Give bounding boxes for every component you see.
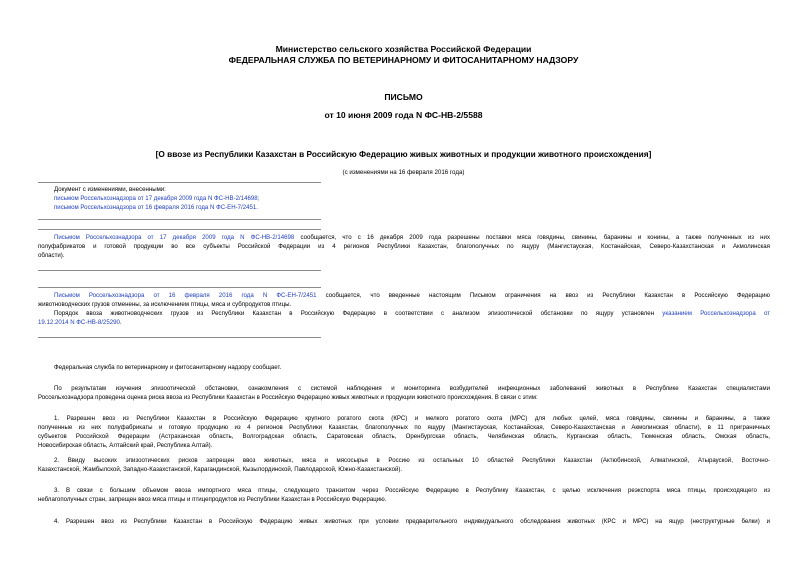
note2-bottom-rule: [38, 337, 321, 338]
body-paragraph-1: [38, 385, 770, 403]
changes-top-rule: [38, 182, 321, 183]
body-item-3: [38, 487, 770, 505]
note2-top-rule: [38, 287, 321, 288]
note2-link[interactable]: Письмом Россельхознадзора от 16 февраля 2016 года N ФС-ЕН-7/2451: [54, 292, 317, 299]
item2-line2: Казахстанской, Жамбылской, Западно-Казахстанской, Карагандинской, Кызылординской, Павлодарской, Южно-Казахстанской).: [38, 465, 403, 473]
changes-box: [54, 186, 354, 213]
revision-note: (с изменениями на 16 февраля 2016 года): [342, 169, 465, 176]
note1-line1: Письмом Россельхознадзора от 17 декабря 2009 года N ФС-НВ-2/14698 сообщается, что с 16 декабря 2009 года разрешены поставки мяса говядины, свинины, баранины и конины, а также полученных из них: [54, 234, 770, 241]
changes-bottom-rule: [38, 219, 321, 220]
item4-line1: 4. Разрешен ввоз из Республики Казахстан в Российскую Федерацию живых животных при условии предварительного индивидуального обследования животных (КРС и МРС) на ящур (неструктурные белки) и: [54, 518, 770, 525]
body-intro: Федеральная служба по ветеринарному и фитосанитарному надзору сообщает.: [54, 364, 282, 371]
item3-line2: неблагополучных стран, запрещен ввоз мяса птицы и птицепродуктов из Республики Казахстан в Российскую Федерацию.: [38, 495, 387, 503]
note2-line2: животноводческих грузов отменены, за исключением птицы, мяса и субпродуктов птицы.: [38, 300, 292, 308]
note1-bottom-rule: [38, 270, 321, 271]
note1-link[interactable]: Письмом Россельхознадзора от 17 декабря 2009 года N ФС-НВ-2/14698: [54, 234, 295, 241]
item2-line1: 2. Ввиду высоких эпизоотических рисков запрещен ввоз животных, мяса и мясосырья в Россию из остальных 10 областей Республики Казахстан (Актюбинской, Алматинской, Атырауской, Восточно-: [54, 457, 770, 464]
item1-line1: 1. Разрешен ввоз из Республики Казахстан в Российскую Федерацию крупного рогатого скота (КРС) и мелкого рогатого скота (МРС) для любых целей, мяса говядины, свинины и баранины, а также: [54, 415, 770, 422]
note2: [38, 292, 770, 328]
note1-top-rule: [38, 229, 321, 230]
document-date-number: от 10 июня 2009 года N ФС-НВ-2/5588: [324, 110, 483, 120]
note1-line3: области).: [38, 251, 65, 259]
item1-line3: субъектов Российской Федерации (Астраханская область, Волгоградская область, Саратовская область, Оренбургская область, Челябинская область, Курганская область, Тюменская область, Омская область,: [38, 432, 770, 440]
changes-intro: Документ с изменениями, внесенными:: [54, 186, 166, 193]
note2-p2-line2: 19.12.2014 N ФС-НВ-8/25290.: [38, 318, 122, 326]
change-link-2016[interactable]: письмом Россельхознадзора от 16 февраля 2016 года N ФС-ЕН-7/2451.: [54, 203, 258, 211]
note2-p2-line1: Порядок ввоза животноводческих грузов из Республики Казахстан в Российскую Федерацию в соответствии с анализом эпизоотической обстановки по ящуру установлен указанием Россельхознадзора от: [54, 309, 770, 317]
note2-line1: Письмом Россельхознадзора от 16 февраля 2016 года N ФС-ЕН-7/2451 сообщается, что введенные настоящим Письмом ограничения на ввоз из Республики Казахстан в Российскую Федерацию: [54, 292, 770, 299]
note1: [38, 234, 770, 261]
item1-line4: Новосибирская область, Алтайский край, Республика Алтай).: [38, 441, 213, 449]
ministry-name: Министерство сельского хозяйства Российской Федерации: [275, 44, 532, 54]
change-link-2009[interactable]: письмом Россельхознадзора от 17 декабря 2009 года N ФС-НВ-2/14698;: [54, 194, 260, 202]
body-p1-line1: По результатам изучения эпизоотической обстановки, ознакомления с системой наблюдения и мониторинга возбудителей инфекционных заболеваний животных в Республике Казахстан специалистами: [54, 385, 770, 392]
note2-order-link-cont[interactable]: 19.12.2014 N ФС-НВ-8/25290: [38, 318, 120, 326]
document-type: ПИСЬМО: [384, 92, 423, 102]
service-name: ФЕДЕРАЛЬНАЯ СЛУЖБА ПО ВЕТЕРИНАРНОМУ И ФИТОСАНИТАРНОМУ НАДЗОРУ: [228, 55, 579, 65]
note1-line2: полуфабрикатов и готовой продукции во все субъекты Российской Федерации из 4 регионов Республики Казахстан, благополучных по ящуру (Мангистауская, Костанайская, Северо-Казахстанская и Акмолинская: [38, 242, 770, 250]
item1-line2: полученные из них полуфабрикаты и готовую продукцию из 4 регионов Республики Казахстан, благополучных по ящуру (Мангистауская, Костанайская, Северо-Казахстанская и Акмолинская области), в 11 приграничных: [38, 423, 770, 431]
body-item-4: [38, 518, 770, 527]
item3-line1: 3. В связи с большим объемом ввоза импортного мяса птицы, следующего транзитом через Российскую Федерацию в Республику Казахстан, с целью исключения реэкспорта мяса птицы, происходящего из: [54, 487, 770, 494]
body-item-2: [38, 457, 770, 475]
document-title: [О ввозе из Республики Казахстан в Российскую Федерацию живых животных и продукции животного происхождения]: [155, 149, 652, 159]
body-p1-line2: Россельхознадзора проведена оценка риска ввоза из Республики Казахстан в Российскую Федерацию живых животных и продукции животного происхождения. В связи с этим:: [38, 393, 538, 401]
body-item-1: [38, 415, 770, 451]
note2-order-link[interactable]: указанием Россельхознадзора от: [662, 309, 770, 317]
